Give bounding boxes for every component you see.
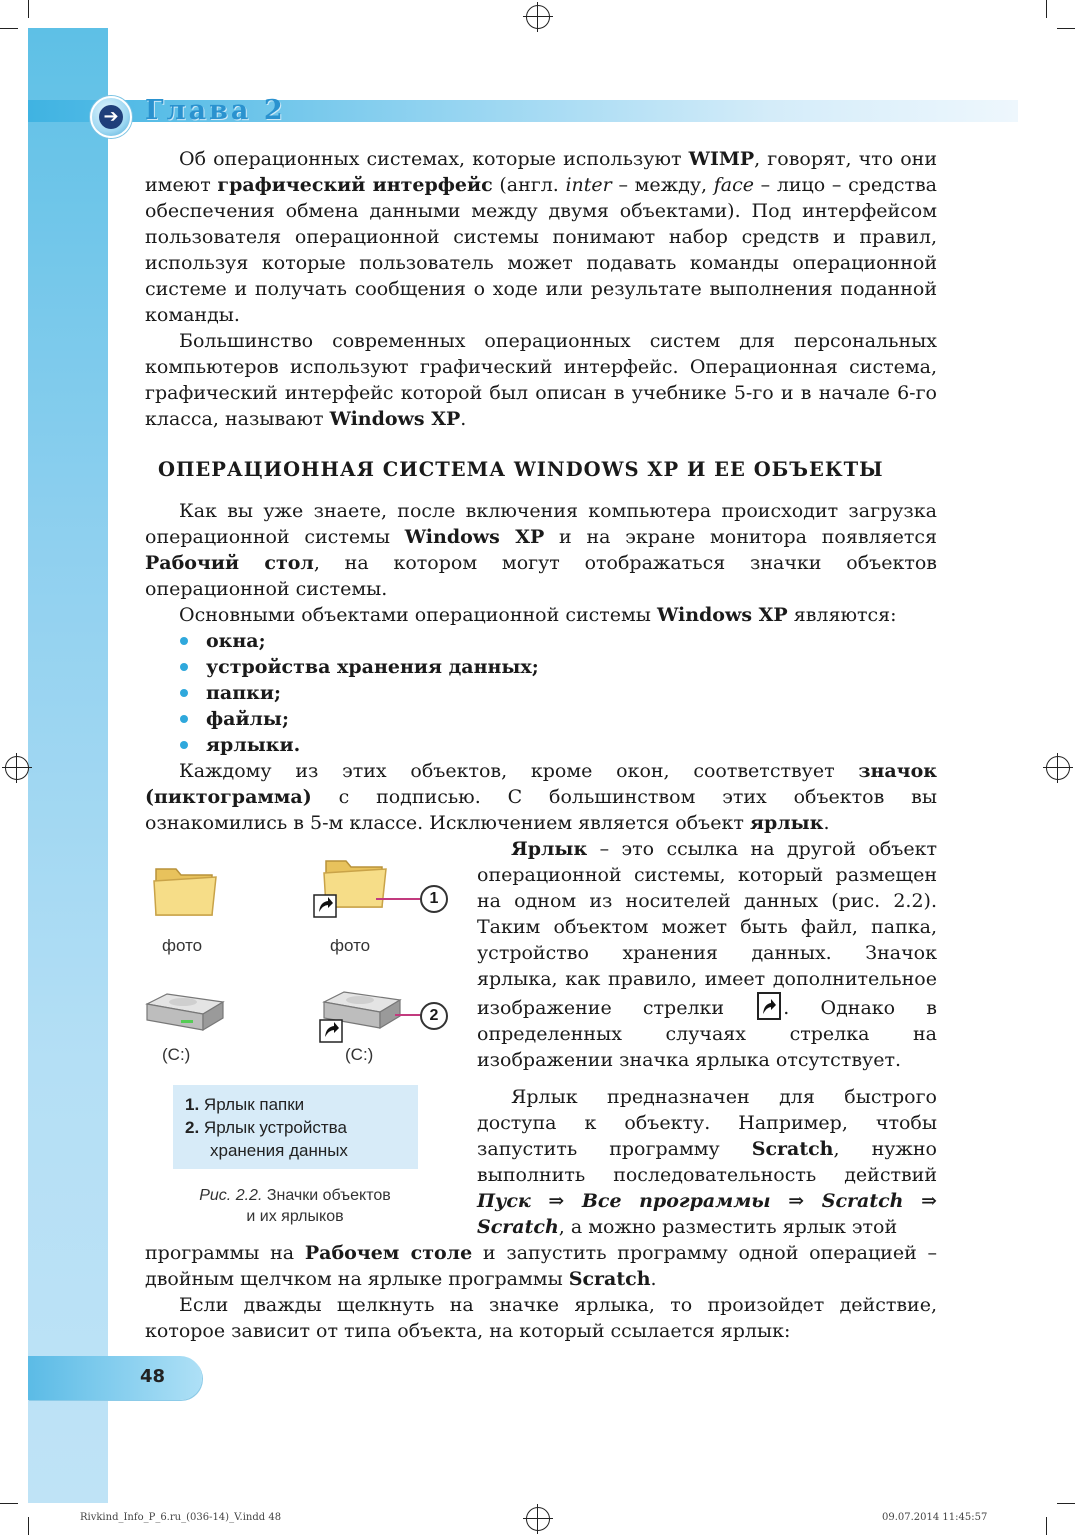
registration-mark-icon — [526, 5, 550, 29]
crop-mark — [0, 1503, 18, 1504]
callout-line-2 — [395, 1014, 421, 1016]
crop-mark — [1057, 28, 1075, 29]
folder-shortcut-icon — [312, 855, 387, 920]
list-item: папки; — [178, 680, 539, 706]
legend-item: 1. Ярлык папки — [185, 1095, 305, 1114]
bullet-icon — [180, 689, 188, 697]
double-click-paragraph: Если дважды щелкнуть на значке ярлыка, то произойдет действие, которое зависит от типа объекта, на который ссылается ярлык: — [145, 1294, 937, 1342]
intro-paragraph-1: Об операционных системах, которые используют WIMP, говорят, что они имеют графический интерфейс (англ. inter – между, face – лицо – средства обеспечения обмена данными между двумя объектами). Под интерфейсом пользователя операционной системы понимают набор средств и правил, используя которые пользователь может подавать команды операционной системе и получать сообщения о ходе или результате выполнения поданной команды. — [145, 148, 937, 326]
legend-item: 2. Ярлык устройства — [185, 1118, 347, 1137]
list-item: ярлыки. — [178, 732, 539, 758]
side-color-strip — [28, 28, 108, 1503]
bullet-icon — [180, 663, 188, 671]
crop-mark — [28, 0, 29, 18]
bullet-icon — [180, 741, 188, 749]
crop-mark — [1046, 0, 1047, 18]
bullet-icon — [180, 637, 188, 645]
folder-label: фото — [162, 936, 203, 955]
section-paragraph-3: Каждому из этих объектов, кроме окон, соответствует значок (пиктограмма) с подписью. С большинством этих объектов вы ознакомились в 5-м классе. Исключением является объект ярлык. — [145, 760, 937, 834]
crop-mark — [0, 28, 18, 29]
intro-paragraph-2: Большинство современных операционных систем для персональных компьютеров используют графический интерфейс. Операционная система, графический интерфейс которой был описан в учебнике 5-го и в начале 6-го класса, называют Windows XP. — [145, 330, 937, 430]
objects-list — [178, 628, 539, 758]
registration-mark-icon — [526, 1507, 550, 1531]
page-number: 48 — [140, 1366, 166, 1387]
shortcut-purpose-continuation: программы на Рабочем столе и запустить программу одной операцией – двойным щелчком на ярлыке программы Scratch. — [145, 1242, 938, 1290]
section-paragraph-2: Основными объектами операционной системы Windows XP являются: — [179, 604, 897, 626]
list-item: устройства хранения данных; — [178, 654, 539, 680]
registration-mark-icon — [5, 756, 29, 780]
folder-icon — [150, 855, 220, 920]
drive-label: (C:) — [162, 1045, 191, 1064]
section-paragraph-1: Как вы уже знаете, после включения компьютера происходит загрузка операционной системы Windows XP и на экране монитора появляется Рабочий стол, на котором могут отображаться значки объектов операционной системы. — [145, 500, 937, 600]
figure-caption: Рис. 2.2. Значки объектов и их ярлыков — [199, 1187, 391, 1225]
folder-shortcut-label: фото — [330, 936, 371, 955]
crop-mark — [1046, 1517, 1047, 1535]
shortcut-definition-paragraph: Ярлык – это ссылка на другой объект операционной системы, который размещен на одном из носителей данных (рис. 2.2). Таким объектом может быть файл, папка, устройство хранения данных. Значок ярлыка, как правило, имеет дополнительное изображение стрелки . Однако в определенных случаях стрелка на изображении значка ярлыка отсутствует. — [477, 838, 937, 1071]
callout-1: 1 — [420, 885, 448, 913]
shortcut-purpose-paragraph: Ярлык предназначен для быстрого доступа к объекту. Например, чтобы запустить программу Scratch, нужно выполнить последовательность действий Пуск ⇒ Все программы ⇒ Scratch ⇒ Scratch, а можно разместить ярлык этой — [477, 1086, 937, 1238]
crop-mark — [1057, 1503, 1075, 1504]
legend-item: хранения данных — [210, 1141, 348, 1160]
chapter-arrow-icon: ➔ — [90, 96, 132, 138]
print-slug-left: Rivkind_Info_P_6.ru_(036-14)_V.indd 48 — [80, 1512, 282, 1523]
bullet-icon — [180, 715, 188, 723]
drive-shortcut-label: (C:) — [345, 1045, 374, 1064]
list-item: окна; — [178, 628, 539, 654]
drive-icon — [143, 990, 228, 1038]
shortcut-arrow-icon — [757, 992, 781, 1020]
print-slug-right: 09.07.2014 11:45:57 — [882, 1512, 988, 1523]
crop-mark — [28, 1517, 29, 1535]
registration-mark-icon — [1046, 756, 1070, 780]
section-heading: ОПЕРАЦИОННАЯ СИСТЕМА WINDOWS XP И ЕЕ ОБЪЕКТЫ — [158, 458, 884, 481]
callout-line-1 — [376, 898, 420, 900]
page-number-tab — [28, 1356, 202, 1400]
callout-2: 2 — [420, 1002, 448, 1030]
figure-legend — [173, 1085, 418, 1169]
drive-shortcut-icon — [316, 988, 406, 1046]
list-item: файлы; — [178, 706, 539, 732]
chapter-title: Глава 2 — [145, 95, 286, 126]
